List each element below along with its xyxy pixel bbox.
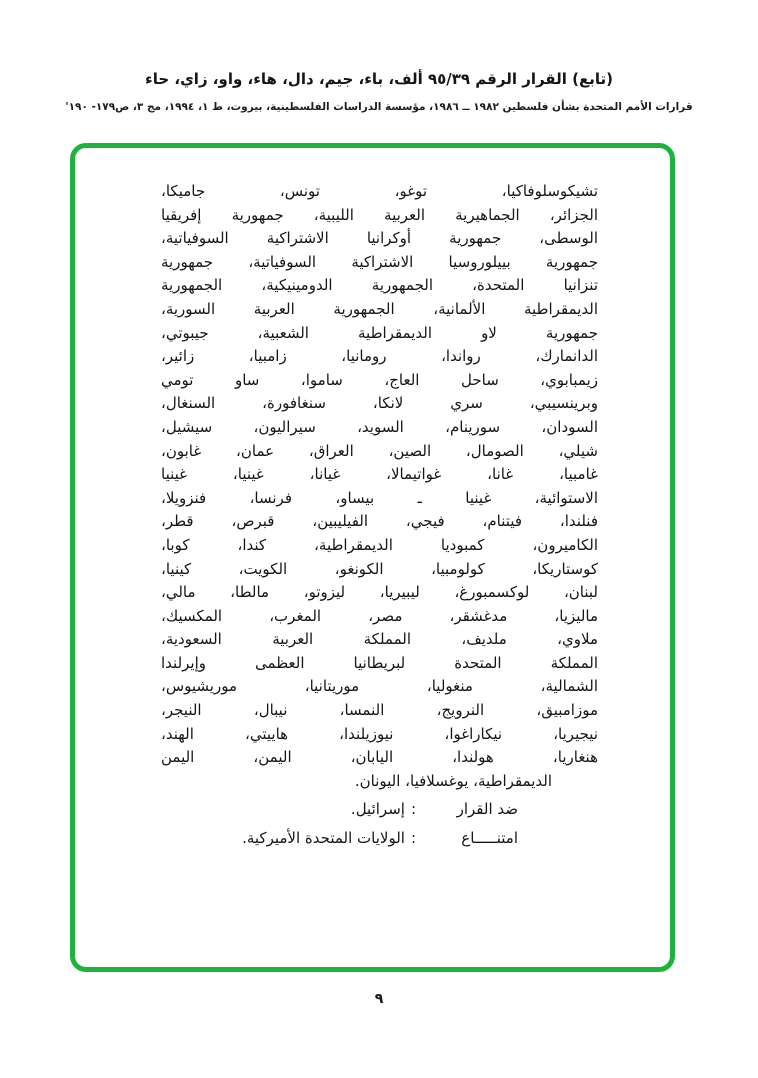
body-line: الاستوائية، غينيا ـ بيساو، فرنسا، فنزويلا، [161, 488, 598, 507]
vote-against-colon: : [410, 800, 416, 819]
body-line: الديمقراطية الألمانية، الجمهورية العربية السورية، [161, 299, 598, 318]
body-line: غامبيا، غانا، غواتيمالا، غيانا، غينيا، غينيا [161, 465, 598, 484]
body-line: هنغاريا، هولندا، اليابان، اليمن، اليمن [161, 748, 598, 767]
body-line-last: الديمقراطية، يوغسلافيا، اليونان. [354, 771, 552, 790]
body-line: شيلي، الصومال، الصين، العراق، عمان، غابون، [161, 441, 598, 460]
body-line: كوستاريكا، كولومبيا، الكونغو، الكويت، كينيا، [161, 559, 598, 578]
page-title: (تابع) القرار الرقم ٩٥/٣٩ ألف، باء، جيم، دال، هاء، واو، زاي، حاء [145, 70, 613, 88]
vote-results [161, 795, 598, 852]
body-line: تشيكوسلوفاكيا، توغو، تونس، جاميكا، [161, 182, 598, 200]
body-line: الوسطى، جمهورية أوكرانيا الاشتراكية السوفياتية، [161, 229, 598, 248]
source-citation: قرارات الأمم المتحدة بشأن فلسطين ١٩٨٢ ــ ١٩٨٦، مؤسسة الدراسات الفلسطينية، بيروت، ط ١، ١٩٩٤، مج ٣، ص١٧٩- ١٩٠' [65, 101, 693, 113]
body-line: الكاميرون، كمبوديا الديمقراطية، كندا، كوبا، [161, 535, 598, 554]
body-line: وبرينسيبي، سري لانكا، سنغافورة، السنغال، [161, 394, 598, 413]
body-line: الجزائر، الجماهيرية العربية الليبية، جمهورية إفريقيا [161, 205, 598, 224]
vote-against-label: ضد القرار [456, 800, 518, 819]
body-line: الدانمارك، رواندا، رومانيا، زامبيا، زائير، [161, 347, 598, 366]
body-line: جمهورية بييلوروسيا الاشتراكية السوفياتية، جمهورية [161, 252, 598, 271]
body-line: نيجيريا، نيكاراغوا، نيوزيلندا، هاييتي، الهند، [161, 724, 598, 743]
body-line: الشمالية، منغوليا، موريتانيا، موريشيوس، [161, 677, 598, 696]
body-line: ملاوي، ملديف، المملكة العربية السعودية، [161, 630, 598, 649]
vote-abstain-colon: : [410, 828, 416, 847]
vote-abstain-label: امتنـــــاع [461, 828, 518, 847]
body-line: السودان، سورينام، السويد، سيراليون، سيشيل، [161, 417, 598, 436]
vote-against-row [161, 795, 518, 824]
vote-against-value: إسرائيل. [350, 800, 405, 819]
page-number: ٩ [374, 991, 384, 1007]
body-line: ماليزيا، مدغشقر، مصر، المغرب، المكسيك، [161, 606, 598, 625]
body-line: المملكة المتحدة لبريطانيا العظمى وإيرلندا [161, 653, 598, 672]
body-line: جمهورية لاو الديمقراطية الشعبية، جيبوتي، [161, 323, 598, 342]
body-line: تنزانيا المتحدة، الجمهورية الدومينيكية، الجمهورية [161, 276, 598, 295]
vote-abstain-row [161, 824, 518, 853]
body-line: فنلندا، فيتنام، فيجي، الفيليبين، قبرص، قطر، [161, 512, 598, 531]
body-line: موزامبيق، النرويج، النمسا، نيبال، النيجر، [161, 701, 598, 720]
body-line: زيمبابوي، ساحل العاج، ساموا، ساو تومي [161, 370, 598, 389]
voting-countries-text [161, 180, 598, 852]
vote-abstain-value: الولايات المتحدة الأميركية. [242, 828, 405, 847]
decision-box [70, 143, 675, 972]
body-line: لبنان، لوكسمبورغ، ليبيريا، ليزوتو، مالطا، مالي، [161, 583, 598, 602]
